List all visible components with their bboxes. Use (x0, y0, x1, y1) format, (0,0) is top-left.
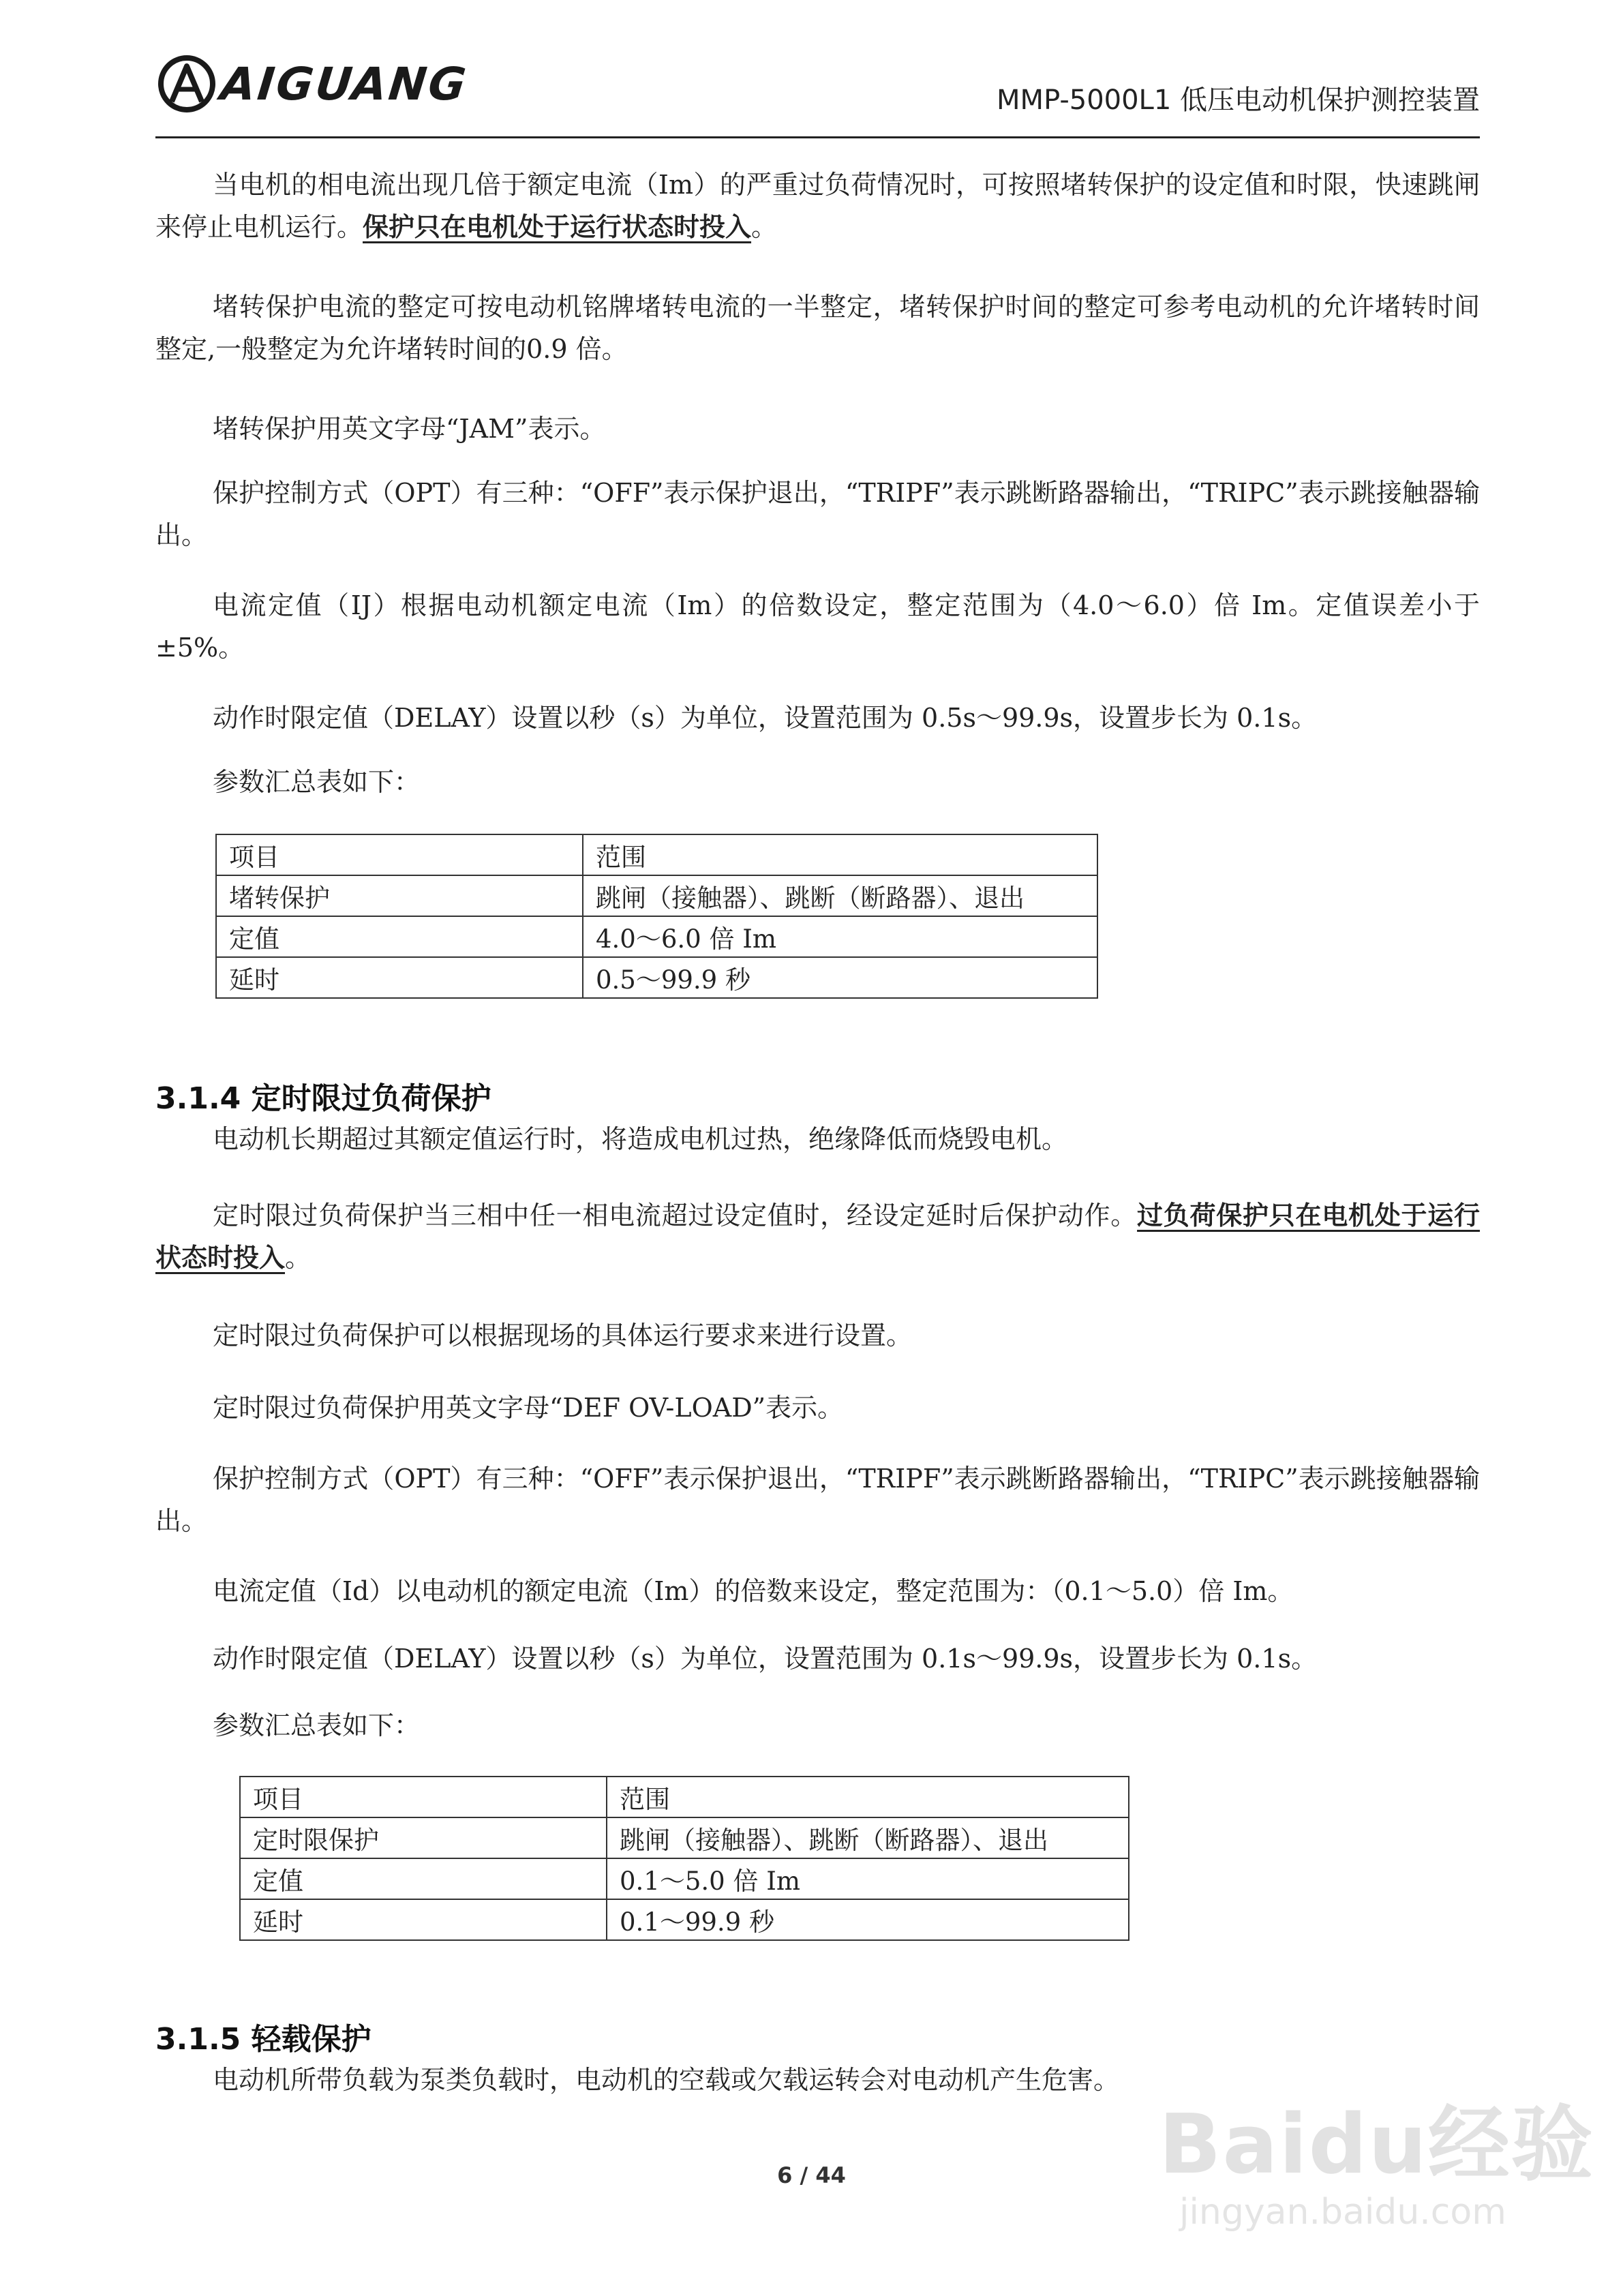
def-paragraph-1: 电动机长期超过其额定值运行时，将造成电机过热，绝缘降低而烧毁电机。 (213, 1124, 1068, 1154)
baidu-watermark-url: jingyan.baidu.com (1179, 2192, 1506, 2233)
jam-paragraph-2: 堵转保护电流的整定可按电动机铭牌堵转电流的一半整定，堵转保护时间的整定可参考电动机的允许堵转时间整定,一般整定为允许堵转时间的0.9 倍。 (155, 292, 1480, 364)
table-header-cell: 范围 (607, 1777, 1129, 1817)
table-cell: 堵转保护 (216, 875, 583, 916)
jam-paragraph-7: 参数汇总表如下： (213, 767, 421, 797)
jam-paragraph-6: 动作时限定值（DELAY）设置以秒（s）为单位，设置范围为 0.5s～99.9s，设置步长为 0.1s。 (213, 703, 1318, 733)
baidu-watermark: Baidu经验 (1159, 2098, 1594, 2192)
def-p2-text: 定时限过负荷保护当三相中任一相电流超过设定值时，经设定延时后保护动作。 (213, 1200, 1138, 1230)
table-cell: 0.5～99.9 秒 (583, 957, 1097, 998)
table-row (240, 1899, 1129, 1940)
table-row (216, 916, 1097, 957)
def-paragraph-3: 定时限过负荷保护可以根据现场的具体运行要求来进行设置。 (213, 1320, 913, 1350)
page-number: 6 / 44 (777, 2162, 846, 2188)
light-load-paragraph-1: 电动机所带负载为泵类负载时，电动机的空载或欠载运转会对电动机产生危害。 (213, 2065, 1120, 2095)
table-cell: 延时 (216, 957, 583, 998)
table-cell: 定时限保护 (240, 1817, 607, 1858)
section-heading-3-1-5: 3.1.5 轻载保护 (155, 2022, 371, 2057)
jam-p1-end: 。 (751, 212, 778, 242)
table-cell: 跳闸（接触器）、跳断（断路器）、退出 (583, 875, 1097, 916)
company-logo (157, 53, 468, 115)
table-cell: 延时 (240, 1899, 607, 1940)
table-row (240, 1858, 1129, 1899)
def-paragraph-4: 定时限过负荷保护用英文字母“DEF OV-LOAD”表示。 (213, 1393, 844, 1423)
table-cell: 0.1～5.0 倍 Im (607, 1858, 1129, 1899)
jam-paragraph-5: 电流定值（IJ）根据电动机额定电流（Im）的倍数设定，整定范围为（4.0～6.0）倍 Im。定值误差小于±5%。 (155, 590, 1480, 663)
jam-p1-emphasis: 保护只在电机处于运行状态时投入 (363, 211, 752, 242)
section-heading-3-1-4: 3.1.4 定时限过负荷保护 (155, 1081, 491, 1116)
table-row (216, 957, 1097, 998)
table-cell: 0.1～99.9 秒 (607, 1899, 1129, 1940)
logo-wordmark: AIGUANG (217, 57, 470, 110)
table-cell: 跳闸（接触器）、跳断（断路器）、退出 (607, 1817, 1129, 1858)
aiguang-logo-icon (157, 54, 217, 114)
def-paragraph-2 (155, 1194, 1480, 1279)
jam-paragraph-4: 保护控制方式（OPT）有三种：“OFF”表示保护退出，“TRIPF”表示跳断路器输出，“TRIPC”表示跳接触器输出。 (155, 478, 1480, 550)
jam-parameter-table (215, 834, 1098, 999)
table-cell: 定值 (216, 916, 583, 957)
header-divider (155, 136, 1480, 138)
document-title: MMP-5000L1 低压电动机保护测控装置 (997, 85, 1480, 116)
table-header-cell: 项目 (216, 834, 583, 875)
jam-p1-text: 当电机的相电流出现几倍于额定电流（Im）的严重过负荷情况时，可按照堵转保护的设定值和时限，快速跳闸来停止电机运行。 (155, 170, 1480, 242)
def-paragraph-7: 动作时限定值（DELAY）设置以秒（s）为单位，设置范围为 0.1s～99.9s，设置步长为 0.1s。 (213, 1644, 1318, 1674)
table-row (216, 875, 1097, 916)
def-p2-end: 。 (285, 1243, 312, 1273)
table-row (240, 1817, 1129, 1858)
def-paragraph-6: 电流定值（Id）以电动机的额定电流（Im）的倍数来设定，整定范围为：（0.1～5.0）倍 Im。 (213, 1576, 1294, 1606)
table-header-cell: 项目 (240, 1777, 607, 1817)
def-p2-emphasis: 过负荷保护只在电机处于运行状态时投入 (155, 1200, 1480, 1273)
def-parameter-table (239, 1776, 1129, 1941)
table-cell: 4.0～6.0 倍 Im (583, 916, 1097, 957)
jam-paragraph-1 (155, 164, 1480, 248)
def-paragraph-5: 保护控制方式（OPT）有三种：“OFF”表示保护退出，“TRIPF”表示跳断路器输出，“TRIPC”表示跳接触器输出。 (155, 1464, 1480, 1536)
table-cell: 定值 (240, 1858, 607, 1899)
jam-paragraph-3: 堵转保护用英文字母“JAM”表示。 (213, 414, 606, 444)
table-header-cell: 范围 (583, 834, 1097, 875)
table-row (216, 834, 1097, 875)
def-paragraph-8: 参数汇总表如下： (213, 1710, 421, 1740)
table-row (240, 1777, 1129, 1817)
